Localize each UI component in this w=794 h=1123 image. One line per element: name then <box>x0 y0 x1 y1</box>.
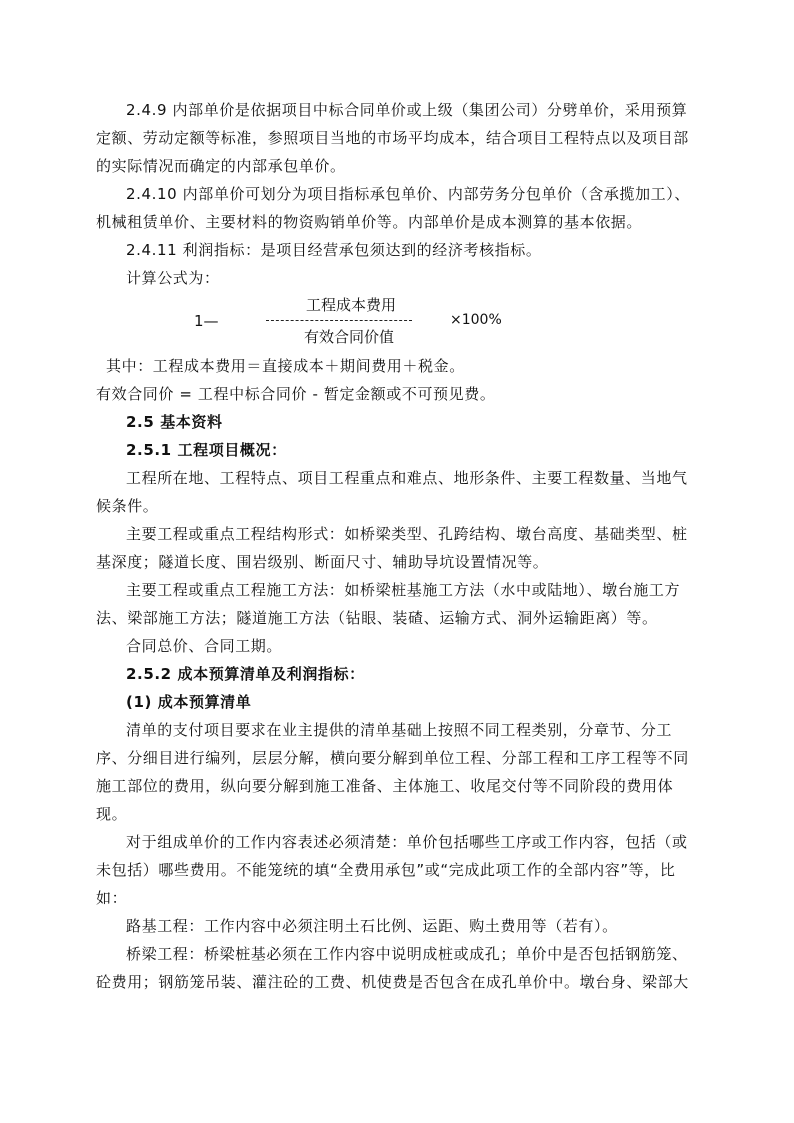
heading-2-5-2-1: (1) 成本预算清单 <box>126 693 252 711</box>
formula-numerator: 工程成本费用 <box>306 296 397 314</box>
cost-definition: 其中：工程成本费用＝直接成本＋期间费用＋税金。 <box>106 357 465 375</box>
paragraph-2-4-11: 2.4.11 利润指标：是项目经营承包须达到的经济考核指标。 <box>126 241 542 259</box>
paragraph-2-4-10: 2.4.10 内部单价可划分为项目指标承包单价、内部劳务分包单价（含承揽加工）、机械租赁单价、主要材料的物资购销单价等。内部单价是成本测算的基本依据。 <box>96 185 690 231</box>
paragraph-2-5-2-d: 桥梁工程：桥梁桩基必须在工作内容中说明成桩或成孔；单价中是否包括钢筋笼、砼费用；钢筋笼吊装、灌注砼的工费、机使费是否包含在成孔单价中。墩台身、梁部大 <box>96 945 689 991</box>
formula-fraction-bar <box>266 320 412 321</box>
paragraph-2-5-1-c: 主要工程或重点工程施工方法：如桥梁桩基施工方法（水中或陆地）、墩台施工方法、梁部施工方法；隧道施工方法（钻眼、装碴、运输方式、洞外运输距离）等。 <box>96 581 681 627</box>
paragraph-2-5-2-a: 清单的支付项目要求在业主提供的清单基础上按照不同工程类别，分章节、分工序、分细目进行编列，层层分解，横向要分解到单位工程、分部工程和工序工程等不同施工部位的费用，纵向要分解到施工准备、主体施工、收尾交付等不同阶段的费用体现。 <box>96 721 689 823</box>
paragraph-2-4-9: 2.4.9 内部单价是依据项目中标合同单价或上级（集团公司）分劈单价，采用预算定额、劳动定额等标准，参照项目当地的市场平均成本，结合项目工程特点以及项目部的实际情况而确定的内部承包单价。 <box>96 101 689 175</box>
profit-formula <box>96 294 700 352</box>
heading-2-5-1: 2.5.1 工程项目概况： <box>126 441 287 459</box>
contract-definition: 有效合同价 = 工程中标合同价 - 暂定金额或不可预见费。 <box>96 385 496 403</box>
document-body <box>96 96 700 996</box>
formula-one-minus: 1— <box>194 312 219 330</box>
paragraph-2-5-1-b: 主要工程或重点工程结构形式：如桥梁类型、孔跨结构、墩台高度、基础类型、桩基深度；隧道长度、围岩级别、断面尺寸、辅助导坑设置情况等。 <box>96 525 688 571</box>
formula-denominator: 有效合同价值 <box>304 328 395 346</box>
paragraph-2-5-2-c: 路基工程：工作内容中必须注明土石比例、运距、购土费用等（若有）。 <box>126 917 618 935</box>
heading-2-5-2: 2.5.2 成本预算清单及利润指标： <box>126 665 365 683</box>
heading-2-5: 2.5 基本资料 <box>126 413 223 431</box>
paragraph-2-5-1-d: 合同总价、合同工期。 <box>126 637 283 655</box>
formula-intro: 计算公式为： <box>126 269 220 287</box>
formula-multiplier: ×100% <box>450 312 502 328</box>
paragraph-2-5-2-b: 对于组成单价的工作内容表述必须清楚：单价包括哪些工序或工作内容，包括（或未包括）哪些费用。不能笼统的填“全费用承包”或“完成此项工作的全部内容”等，比如： <box>96 833 688 907</box>
paragraph-2-5-1-a: 工程所在地、工程特点、项目工程重点和难点、地形条件、主要工程数量、当地气候条件。 <box>96 469 688 515</box>
